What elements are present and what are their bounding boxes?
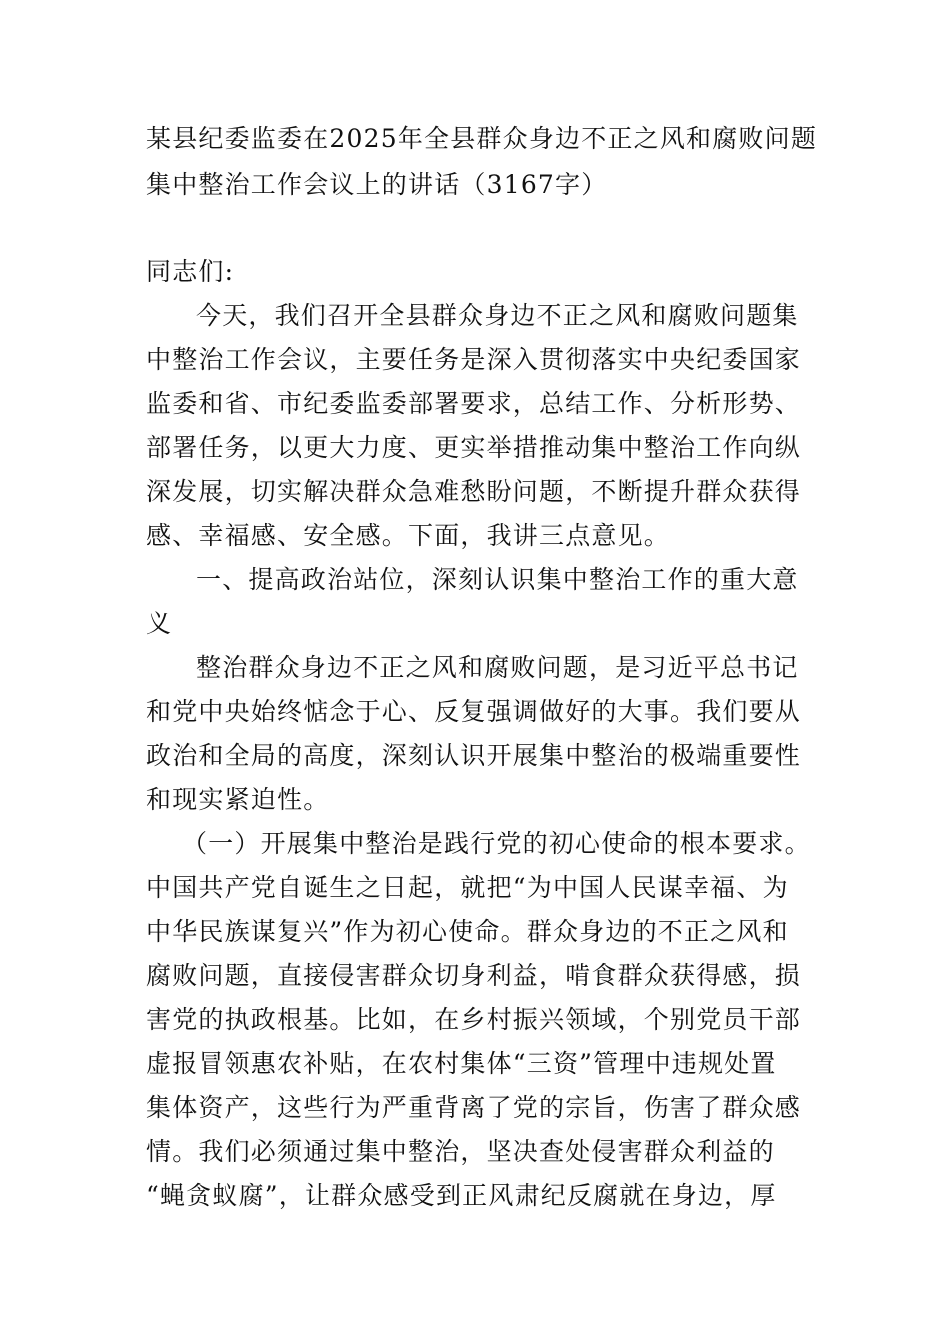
body-line: 腐败问题，直接侵害群众切身利益，啃食群众获得感，损 bbox=[146, 961, 802, 990]
body-line: 集体资产，这些行为严重背离了党的宗旨，伤害了群众感 bbox=[146, 1093, 802, 1122]
salutation: 同志们: bbox=[146, 257, 235, 286]
section-heading-line-1: 一、提高政治站位，深刻认识集中整治工作的重大意 bbox=[196, 565, 799, 594]
body-line: “蝇贪蚁腐”，让群众感受到正风肃纪反腐就在身边，厚 bbox=[146, 1181, 777, 1210]
body-line: 中国共产党自诞生之日起，就把“为中国人民谋幸福、为 bbox=[146, 873, 789, 902]
body-line: 害党的执政根基。比如，在乡村振兴领域，个别党员干部 bbox=[146, 1005, 802, 1034]
section-heading-line-2: 义 bbox=[146, 609, 173, 638]
body-line: 和党中央始终惦念于心、反复强调做好的大事。我们要从 bbox=[146, 697, 802, 726]
body-line: 今天，我们召开全县群众身边不正之风和腐败问题集 bbox=[196, 301, 799, 330]
body-line: 情。我们必须通过集中整治，坚决查处侵害群众利益的 bbox=[146, 1137, 775, 1166]
document-title-line-1: 某县纪委监委在2025年全县群众身边不正之风和腐败问题 bbox=[146, 124, 818, 153]
body-line: 虚报冒领惠农补贴，在农村集体“三资”管理中违规处置 bbox=[146, 1049, 777, 1078]
body-line: 部署任务，以更大力度、更实举措推动集中整治工作向纵 bbox=[146, 433, 802, 462]
body-line: 中整治工作会议，主要任务是深入贯彻落实中央纪委国家 bbox=[146, 345, 802, 374]
body-line: 感、幸福感、安全感。下面，我讲三点意见。 bbox=[146, 521, 671, 550]
body-line: 整治群众身边不正之风和腐败问题，是习近平总书记 bbox=[196, 653, 799, 682]
body-line: 中华民族谋复兴”作为初心使命。群众身边的不正之风和 bbox=[146, 917, 789, 946]
body-line: 深发展，切实解决群众急难愁盼问题，不断提升群众获得 bbox=[146, 477, 802, 506]
body-line: 监委和省、市纪委监委部署要求，总结工作、分析形势、 bbox=[146, 389, 802, 418]
body-line: 政治和全局的高度，深刻认识开展集中整治的极端重要性 bbox=[146, 741, 802, 770]
document-title-line-2: 集中整治工作会议上的讲话（3167字） bbox=[146, 170, 608, 199]
subsection-heading-line: （一）开展集中整治是践行党的初心使命的根本要求。 bbox=[182, 829, 811, 858]
body-line: 和现实紧迫性。 bbox=[146, 785, 330, 814]
